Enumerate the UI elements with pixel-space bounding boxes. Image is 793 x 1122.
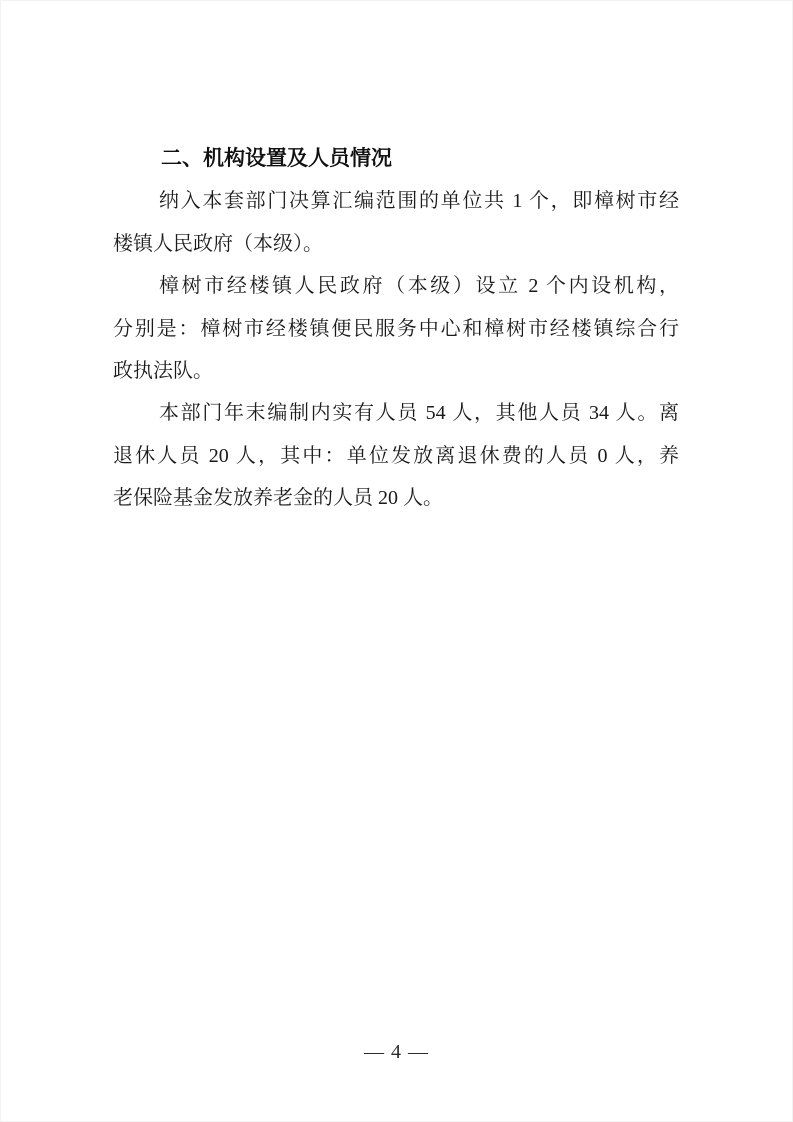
paragraph-3-line-1: 本部门年末编制内实有人员 54 人，其他人员 34 人。离 xyxy=(159,402,679,425)
paragraph-2-line-1: 樟树市经楼镇人民政府（本级）设立 2 个内设机构， xyxy=(159,275,679,298)
paragraph-2-line-2: 分别是：樟树市经楼镇便民服务中心和樟树市经楼镇综合行 xyxy=(113,317,679,340)
page-number: — 4 — xyxy=(364,1041,429,1063)
paragraph-2-line-3: 政执法队。 xyxy=(113,359,213,382)
paragraph-3-line-2: 退休人员 20 人，其中：单位发放离退休费的人员 0 人，养 xyxy=(113,444,679,467)
paragraph-1-line-1: 纳入本套部门决算汇编范围的单位共 1 个，即樟树市经 xyxy=(159,190,679,213)
paragraph-3-line-3: 老保险基金发放养老金的人员 20 人。 xyxy=(113,487,443,510)
section-heading: 二、机构设置及人员情况 xyxy=(161,147,392,170)
text-column xyxy=(113,138,679,520)
paragraph-1-line-2: 楼镇人民政府（本级）。 xyxy=(113,232,323,255)
